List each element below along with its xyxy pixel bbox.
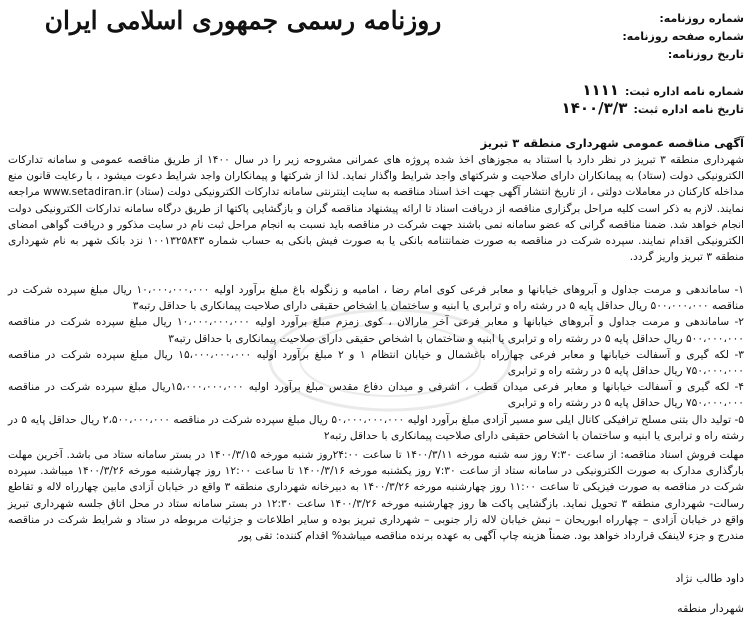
- deadlines-paragraph: مهلت فروش اسناد مناقصه: از ساعت ۷:۳۰ روز سه شنبه مورخه ۱۴۰۰/۳/۱۱ تا ساعت ۲۴:۰۰روز شنبه مورخه ۱۴۰۰/۳/۱۵ در بستر سامانه ستاد می باشد. آخرین مهلت بارگذاری مدارک به صورت الکترونیکی در سامانه ستاد از ساعت ۷:۳۰ روز یکشنبه مورخه ۱۴۰۰/۳/۱۶ تا ساعت ۱۲:۰۰ روز چهارشنبه مورخه ۱۴۰۰/۳/۲۶ میباشد. سپرده شرکت در مناقصه به صورت فیزیکی تا ساعت ۱۱:۰۰ روز چهارشنبه مورخه ۱۴۰۰/۳/۲۶ به دبیرخانه شهرداری منطقه ۳ واقع در خیابان آزادی مابین چهارراه لاله و تقاطع رسالت- شهرداری منطقه ۳ تحویل نماید. بازگشایی پاکت ها روز چهارشنبه مورخه ۱۴۰۰/۳/۲۶ ساعت ۱۲:۳۰ در بستر سامانه ستاد در محل اتاق جلسه شهرداری تبریز واقع در خیابان آزادی – چهارراه ابوریحان – نبش خیابان لاله زار جنوبی – شهرداری تبریز بوده و سایر اطلاعات و جزئیات مربوطه در ستاد و شرایط شرکت در مناقصه مندرج و جزء لاینفک قرارداد خواهد بود. ضمناً هزینه چاپ آگهی به عهده برنده مناقصه میباشد% اقدام کننده: تقی پور: [8, 449, 744, 543]
- registration-reference: [444, 82, 744, 118]
- registration-date-row: [444, 100, 744, 118]
- project-item: ۳- لکه گیری و آسفالت خیابانها و معابر فرعی چهارراه باغشمال و خیابان انتظام ۱ و ۲ مبلغ برآورد اولیه ۱۵،۰۰۰،۰۰۰،۰۰۰ ریال مبلغ سپرده شرکت در مناقصه ۷۵۰،۰۰۰،۰۰۰ ریال حداقل پایه ۵ در رشته راه و ترابری: [8, 348, 744, 378]
- project-item: ۴- لکه گیری و آسفالت خیابانها و معابر فرعی میدان قطب ، اشرفی و میدان دفاع مقدس مبلغ برآورد اولیه ۱۵،۰۰۰،۰۰۰،۰۰۰ریال مبلغ سپرده شرکت در مناقصه ۷۵۰،۰۰۰،۰۰۰ ریال حداقل پایه ۵ در رشته راه و ترابری: [8, 381, 744, 410]
- newspaper-title: روزنامه رسمی جمهوری اسلامی ایران: [44, 6, 442, 35]
- signer-title: شهردار منطقه: [677, 602, 744, 615]
- project-item: ۱- ساماندهی و مرمت جداول و آبروهای خیابانها و معابر فرعی کوی امام رضا ، امامیه و زنگوله باغ مبلغ برآورد اولیه ۱۰،۰۰۰،۰۰۰،۰۰۰ ریال مبلغ سپرده شرکت در مناقصه ۵۰۰،۰۰۰،۰۰۰ ریال حداقل پایه ۵ در رشته راه و ترابری یا ابنیه و ساختمان با اشخاص حقیقی دارای صلاحیت پیمانکاری با حداقل رتبه۳: [8, 284, 744, 313]
- registration-date-label: تاریخ نامه اداره ثبت:: [633, 103, 744, 116]
- project-list: [8, 282, 744, 444]
- issue-date-field: تاریخ روزنامه:: [667, 48, 744, 61]
- project-item: ۲- ساماندهی و مرمت جداول و آبروهای خیابانها و معابر فرعی آخر مارالان ، کوی زمزم مبلغ برآورد اولیه ۱۰،۰۰۰،۰۰۰،۰۰۰ ریال مبلغ سپرده شرکت در مناقصه ۵۰۰،۰۰۰،۰۰۰ ریال حداقل پایه ۵ در رشته راه و ترابری یا ابنیه و ساختمان با اشخاص حقیقی دارای صلاحیت پیمانکاری با حداقل رتبه۳: [8, 316, 744, 345]
- issue-number-field: شماره روزنامه:: [659, 12, 744, 25]
- project-item: ۵- تولید دال بتنی مسلح ترافیکی کانال ایلی سو مسیر آزادی مبلغ برآورد اولیه ۵۰،۰۰۰،۰۰۰،۰۰۰ ریال مبلغ سپرده شرکت در مناقصه ۲،۵۰۰،۰۰۰،۰۰۰ ریال حداقل پایه ۵ در رشته راه و ترابری یا ابنیه و ساختمان با اشخاص حقیقی دارای صلاحیت پیمانکاری با حداقل رتبه۲: [8, 413, 744, 442]
- registration-number-row: [444, 82, 744, 100]
- issue-fields: [484, 10, 744, 64]
- registration-number-value: ۱۱۱۱: [582, 81, 619, 99]
- page-number-field: شماره صفحه روزنامه:: [622, 30, 744, 43]
- ad-intro-paragraph: شهرداری منطقه ۳ تبریز در نظر دارد با استناد به مجوزهای اخذ شده پروژه های عمرانی مشروحه زیر را در سال ۱۴۰۰ از طریق مناقصه عمومی و سامانه تدارکات الکترونیکی دولت (ستاد) به پیمانکاران دارای صلاحیت و شرکتهای واجد شرایط واگذار نماید. لذا از شرکتها و پیمانکاران واجد شرایط دعوت میشود ، با رعایت قانون منع مداخله کارکنان در معاملات دولتی ، از تاریخ انتشار آگهی جهت اخذ اسناد مناقصه به سایت اینترنتی سامانه تدارکات الکترونیکی دولت (ستاد) www.setadiran.ir مراجعه نمایند. لازم به ذکر است کلیه مراحل برگزاری مناقصه از دریافت اسناد تا ارائه پیشنهاد مناقصه گران و بازگشایی پاکتها از طریق درگاه سامانه تدارکات الکترونیکی دولت انجام خواهد شد. ضمنا مناقصه گرانی که عضو سامانه نمی باشند جهت شرکت در مناقصه باید نسبت به انجام مراحل ثبت نام در سایت مذکور و دریافت گواهی امضای الکترونیکی اقدام نمایند. سپرده شرکت در مناقصه به صورت ضمانتنامه بانکی یا به صورت فیش بانکی به حساب شماره ۱۰۰۱۳۲۵۸۴۳ نزد بانک شهر به نام شهرداری منطقه ۳ تبریز واریز گردد.: [8, 154, 744, 264]
- registration-number-label: شماره نامه اداره ثبت:: [624, 85, 744, 98]
- registration-date-value: ۱۴۰۰/۳/۳: [561, 99, 628, 117]
- signer-name: داود طالب نژاد: [675, 572, 744, 585]
- ad-title: آگهی مناقصه عمومی شهرداری منطقه ۳ تبریز: [480, 136, 744, 150]
